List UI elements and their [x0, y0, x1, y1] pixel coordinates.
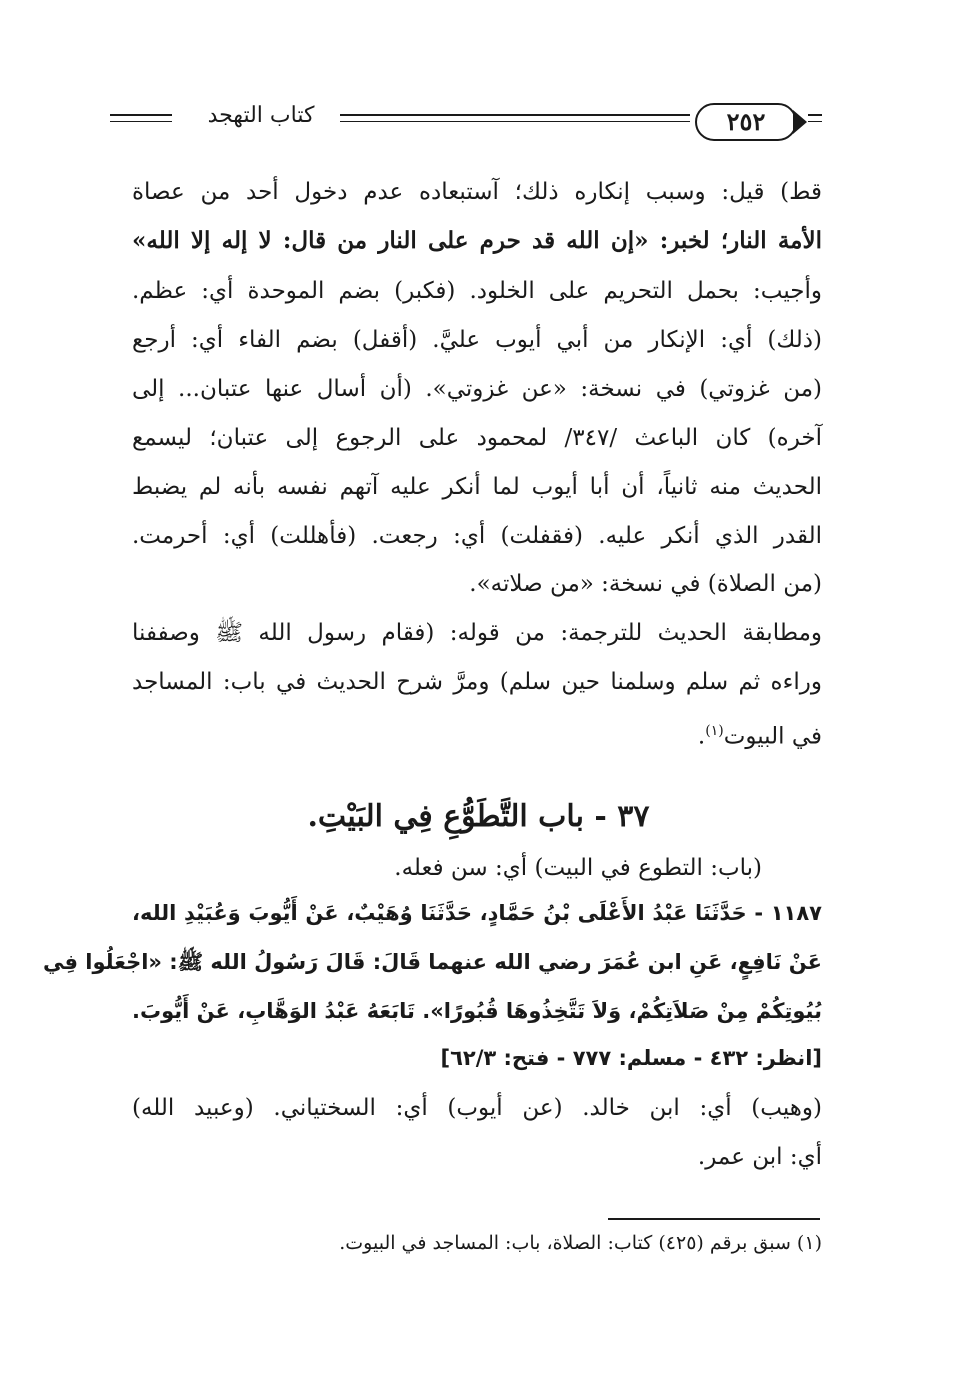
footnote-ref-link[interactable]: (١): [705, 723, 724, 739]
header-rule-mid-top: [340, 114, 690, 116]
header-rule-left-bottom: [110, 121, 172, 122]
hadith-line: ١١٨٧ - حَدَّثَنَا عَبْدُ الأَعْلَى بْنُ حَمَّادٍ، حَدَّثَنَا وُهَيْبٌ، عَنْ أَيُّوبَ وَعُبَيْدِ الله،: [132, 901, 822, 925]
chapter-explanation: (باب: التطوع في البيت) أي: سن فعله.: [394, 855, 762, 881]
page-number-arrow: [793, 110, 807, 134]
page-number: ٢٥٢: [695, 103, 797, 141]
hadith-line: بُيُوتِكُمْ مِنْ صَلاَتِكُمْ، وَلاَ تَتَّخِذُوهَا قُبُورًا». تَابَعَهُ عَبْدُ الوَهَّابِ، عَنْ أَيُّوبَ.: [132, 999, 822, 1023]
body-line: (ذلك) أي: الإنكار من أبي أيوب عليَّ. (أقفل) بضم الفاء أي: أرجع: [132, 327, 822, 353]
body-line: قط) قيل: وسبب إنكاره ذلك؛ آستبعاده عدم دخول أحد من عصاة: [132, 179, 822, 205]
footnote: (١) سبق برقم (٤٢٥) كتاب: الصلاة، باب: المساجد في البيوت.: [339, 1232, 822, 1254]
footnote-divider: [608, 1218, 820, 1220]
commentary-line: (وهيب) أي: ابن خالد. (عن أيوب) أي: السختياني. (وعبيد الله): [132, 1095, 822, 1121]
body-line: ومطابقة الحديث للترجمة: من قوله: (فقام رسول الله ﷺ وصففنا: [132, 620, 822, 646]
hadith-reference: [انظر: ٤٣٢ - مسلم: ٧٧٧ - فتح: ٦٢/٣]: [440, 1046, 822, 1070]
header-rule-mid-bottom: [340, 121, 690, 122]
header-rule-right-top: [808, 114, 822, 116]
body-line: الأمة النار؛ لخبر: «إن الله قد حرم على النار من قال: لا إله إلا الله»: [132, 227, 822, 254]
body-line: القدر الذي أنكر عليه. (فقفلت) أي: رجعت. (فأهللت) أي: أحرمت.: [132, 523, 822, 549]
body-line-text: في البيوت: [723, 723, 822, 750]
body-line: الحديث منه ثانياً، أن أبا أيوب لما أنكر عليه آتهم نفسه بأنه لم يضبط: [132, 474, 822, 500]
commentary-line: أي: ابن عمر.: [697, 1144, 822, 1170]
body-line: آخره) كان الباعث /٣٤٧/ لمحمود على الرجوع إلى عتبان؛ ليسمع: [132, 425, 822, 451]
chapter-heading: ٣٧ - باب التَّطَوُّعِ فِي البَيْتِ.: [307, 799, 650, 834]
body-line: وراءه ثم سلم وسلمنا حين سلم) ومرَّ شرح الحديث في باب: المساجد: [132, 669, 822, 695]
hadith-line: عَنْ نَافِعٍ، عَنِ ابن عُمَرَ رضي الله عنهما قَالَ: قَالَ رَسُولُ الله ﷺ: «اجْعَلُوا فِي: [43, 950, 822, 974]
header-rule-right-bottom: [808, 121, 822, 122]
header-rule-left-top: [110, 114, 172, 116]
body-line: (من الصلاة) في نسخة: «من صلاته».: [469, 571, 822, 597]
body-line: وأجيب: بحمل التحريم على الخلود. (فكبر) بضم الموحدة أي: عظم.: [132, 278, 822, 304]
body-line-last: في البيوت$^{(١)}$.: [697, 723, 822, 750]
body-line: (من غزوتي) في نسخة: «عن غزوتي». (أن أسال عنها عتبان... إلى: [132, 376, 822, 402]
book-title: كتاب التهجد: [207, 103, 315, 128]
